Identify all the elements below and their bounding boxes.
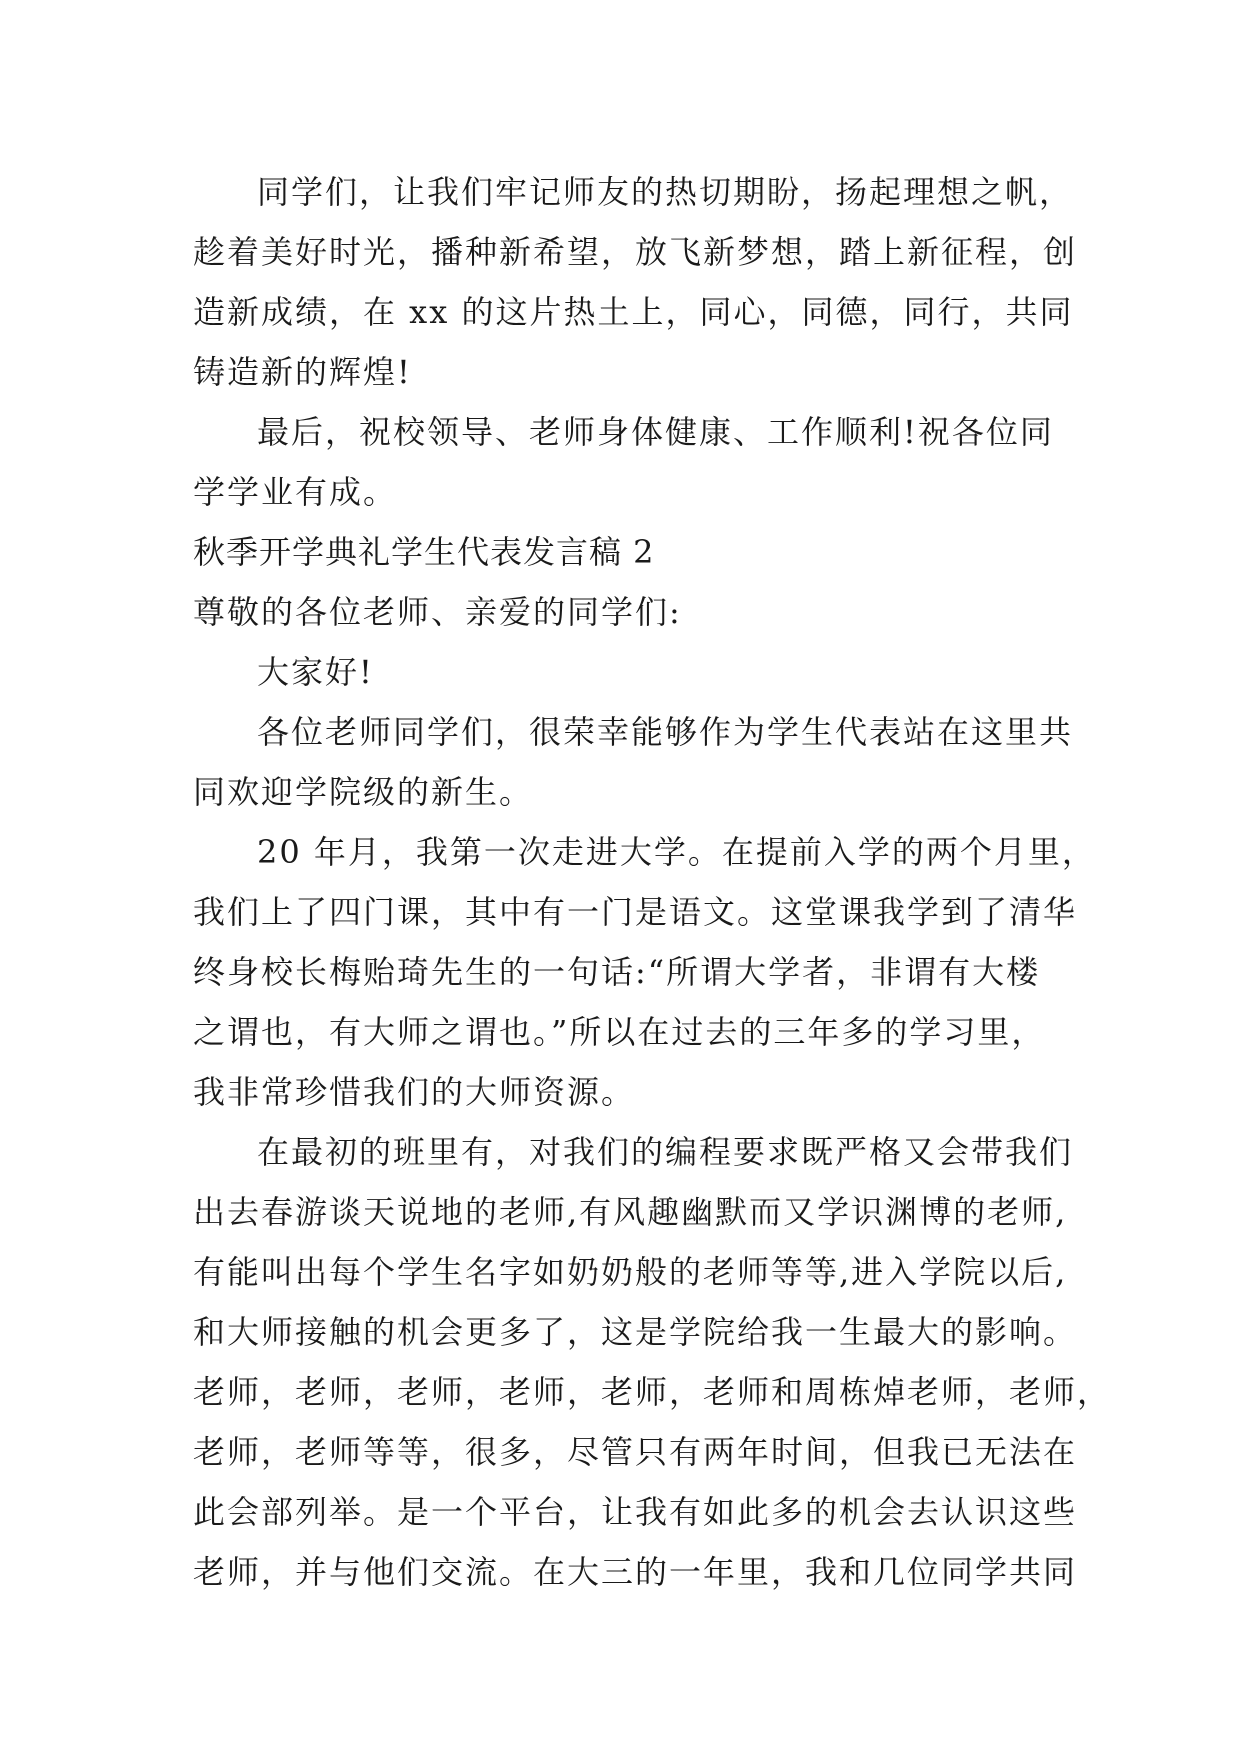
paragraph-line: 同欢迎学院级的新生。 — [193, 773, 534, 811]
paragraph-line: 此会部列举。是一个平台，让我有如此多的机会去认识这些 — [193, 1493, 1078, 1531]
paragraph-line: 有能叫出每个学生名字如奶奶般的老师等等,进入学院以后, — [193, 1253, 1068, 1291]
paragraph-line: 同学们，让我们牢记师友的热切期盼，扬起理想之帆， — [257, 173, 1074, 211]
paragraph-line: 老师，并与他们交流。在大三的一年里，我和几位同学共同 — [193, 1553, 1078, 1591]
paragraph-line: 老师，老师等等，很多，尽管只有两年时间，但我已无法在 — [193, 1433, 1078, 1471]
paragraph-line: 20 年月，我第一次走进大学。在提前入学的两个月里， — [257, 833, 1096, 871]
paragraph-line: 老师，老师，老师，老师，老师，老师和周栋焯老师，老师， — [193, 1373, 1112, 1411]
paragraph-line: 出去春游谈天说地的老师,有风趣幽默而又学识渊博的老师, — [193, 1193, 1068, 1231]
paragraph-line: 铸造新的辉煌! — [193, 353, 412, 391]
paragraph-line: 学学业有成。 — [193, 473, 398, 511]
paragraph-line: 造新成绩，在 xx 的这片热土上，同心，同德，同行，共同 — [193, 293, 1074, 331]
greeting: 大家好! — [257, 653, 374, 691]
paragraph-line: 和大师接触的机会更多了，这是学院给我一生最大的影响。 — [193, 1313, 1078, 1351]
paragraph-line: 我们上了四门课，其中有一门是语文。这堂课我学到了清华 — [193, 893, 1078, 931]
paragraph-line: 我非常珍惜我们的大师资源。 — [193, 1073, 636, 1111]
paragraph-line: 最后，祝校领导、老师身体健康、工作顺利!祝各位同 — [257, 413, 1054, 451]
paragraph-line: 趁着美好时光，播种新希望，放飞新梦想，踏上新征程，创 — [193, 233, 1078, 271]
section-title: 秋季开学典礼学生代表发言稿 2 — [193, 533, 655, 571]
paragraph-line: 各位老师同学们，很荣幸能够作为学生代表站在这里共 — [257, 713, 1074, 751]
paragraph-line: 之谓也，有大师之谓也。”所以在过去的三年多的学习里， — [193, 1013, 1046, 1051]
salutation: 尊敬的各位老师、亲爱的同学们: — [193, 593, 682, 631]
paragraph-line: 终身校长梅贻琦先生的一句话:“所谓大学者，非谓有大楼 — [193, 953, 1041, 991]
paragraph-line: 在最初的班里有，对我们的编程要求既严格又会带我们 — [257, 1133, 1074, 1171]
